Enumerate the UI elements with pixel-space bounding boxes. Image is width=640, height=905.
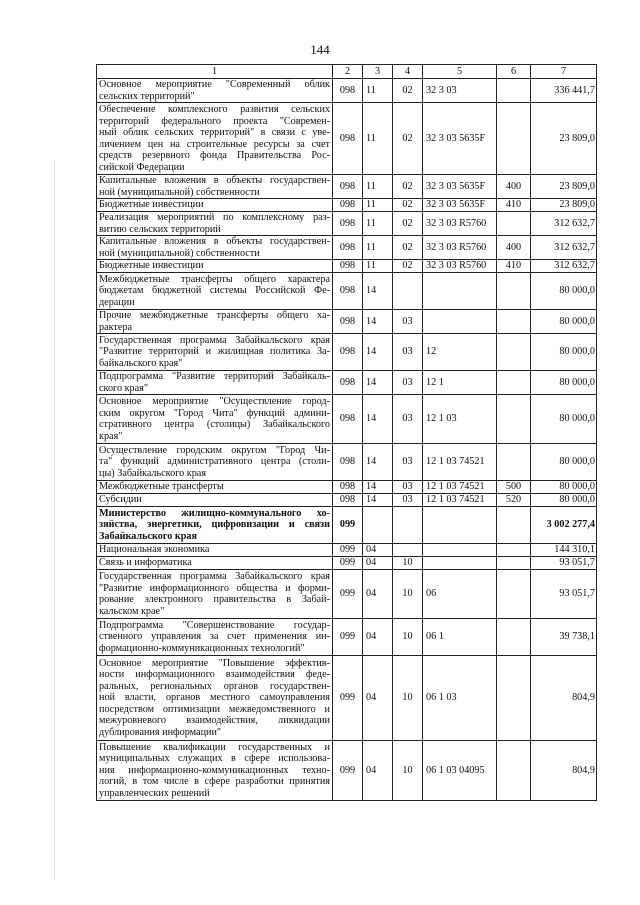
section-code-cell: 14 [363,444,393,481]
expense-type-cell [497,334,531,371]
table-row [97,544,597,557]
amount-cell: 804,9 [531,741,597,801]
row-name-line: Бюджетные инвестиции [99,199,204,211]
target-article-cell [423,507,497,544]
expense-type-cell [497,273,531,310]
amount-cell: 312 632,7 [531,212,597,236]
ministry-code-cell: 099 [333,741,363,801]
row-name-cell [97,619,333,656]
row-name-line: витию сельских территорий [99,223,221,235]
section-code-cell: 04 [363,570,393,619]
target-article-cell: 06 1 03 [423,656,497,741]
target-article-cell [423,310,497,334]
amount-cell: 312 632,7 [531,260,597,273]
expense-type-cell [497,557,531,570]
row-name-line: Национальная экономика [99,544,210,556]
row-name-line: рование электронного правительства в Забай- [99,594,330,605]
table-row [97,175,597,199]
table-row [97,212,597,236]
table-row [97,494,597,507]
expense-type-cell [497,212,531,236]
table-row [97,310,597,334]
column-header: 1 [97,65,333,79]
subsection-code-cell: 02 [393,212,423,236]
subsection-code-cell [393,544,423,557]
target-article-cell: 12 [423,334,497,371]
subsection-code-cell: 03 [393,334,423,371]
row-name-line: межуровневого взаимодействия, ликвидации [99,715,330,727]
row-name-cell [97,103,333,175]
row-name-cell [97,334,333,371]
subsection-code-cell: 03 [393,310,423,334]
expense-type-cell: 520 [497,494,531,507]
amount-cell: 804,9 [531,656,597,741]
section-code-cell: 04 [363,619,393,656]
row-name-cell [97,236,333,260]
section-code-cell: 14 [363,273,393,310]
ministry-code-cell: 098 [333,103,363,175]
row-name-line: логий, в том числе в сфере разработки принятия [99,776,330,788]
target-article-cell: 12 1 03 74521 [423,444,497,481]
target-article-cell: 12 1 03 74521 [423,494,497,507]
amount-cell: 80 000,0 [531,494,597,507]
row-name-cell [97,395,333,444]
target-article-cell: 32 3 03 R5760 [423,236,497,260]
row-name-line: Бюджетные инвестиции [99,260,204,272]
subsection-code-cell: 10 [393,570,423,619]
row-name-line: ной власти, органов местного самоуправления [99,692,330,704]
ministry-code-cell: 098 [333,444,363,481]
amount-cell: 80 000,0 [531,444,597,481]
ministry-code-cell: 098 [333,199,363,212]
row-name-cell [97,273,333,310]
expense-type-cell [497,371,531,395]
amount-cell: 80 000,0 [531,273,597,310]
section-code-cell: 11 [363,199,393,212]
expense-type-cell [497,619,531,656]
scan-margin-line [54,160,55,880]
row-name-line: Межбюджетные трансферты [99,481,224,493]
table-row [97,334,597,371]
row-name-line: ности информационного взаимодействия феде- [99,669,330,681]
expense-type-cell: 410 [497,199,531,212]
target-article-cell: 06 [423,570,497,619]
table-row [97,570,597,619]
row-name-line: управленческих решений [99,787,210,799]
table-row [97,656,597,741]
row-name-cell [97,557,333,570]
column-header: 3 [363,65,393,79]
amount-cell: 312 632,7 [531,236,597,260]
subsection-code-cell: 02 [393,260,423,273]
subsection-code-cell [393,273,423,310]
expense-type-cell [497,103,531,175]
expense-type-cell [497,544,531,557]
subsection-code-cell: 03 [393,444,423,481]
row-name-line: дерации [99,296,135,308]
row-name-line: ной (муниципальной) собственности [99,247,260,259]
row-name-line: "Развитие территорий и жилищная политика За- [99,346,330,358]
row-name-cell [97,212,333,236]
amount-cell: 80 000,0 [531,334,597,371]
ministry-code-cell: 099 [333,544,363,557]
target-article-cell: 12 1 03 74521 [423,481,497,494]
section-code-cell: 14 [363,334,393,371]
row-name-line: Реализация мероприятий по комплексному раз- [99,212,330,223]
row-name-line: Обеспечение комплексного развития сельских [99,104,330,115]
row-name-line: Основное мероприятие "Современный облик [99,79,330,90]
amount-cell: 80 000,0 [531,481,597,494]
table-row [97,557,597,570]
ministry-code-cell: 098 [333,212,363,236]
subsection-code-cell: 03 [393,395,423,444]
target-article-cell: 32 3 03 R5760 [423,260,497,273]
section-code-cell: 14 [363,371,393,395]
row-name-line: ральных, региональных органов государствен- [99,680,330,692]
ministry-code-cell: 098 [333,175,363,199]
row-name-line: Государственная программа Забайкальского края [99,571,330,582]
row-name-line: ния информационно-коммуникационных техно- [99,764,330,776]
expense-type-cell: 500 [497,481,531,494]
row-name-line: ственного управления за счет применения ин- [99,631,330,643]
table-row [97,371,597,395]
target-article-cell: 32 3 03 [423,79,497,103]
row-name-cell [97,310,333,334]
expense-type-cell [497,741,531,801]
target-article-cell: 06 1 03 04095 [423,741,497,801]
amount-cell: 23 809,0 [531,103,597,175]
row-name-line: Межбюджетные трансферты общего характера [99,273,330,285]
table-row [97,741,597,801]
subsection-code-cell [393,507,423,544]
amount-cell: 144 310,1 [531,544,597,557]
amount-cell: 23 809,0 [531,175,597,199]
target-article-cell: 06 1 [423,619,497,656]
expense-type-cell [497,507,531,544]
row-name-line: дублирования информации" [99,726,222,738]
row-name-line: Подпрограмма "Совершенствование государ- [99,619,330,631]
target-article-cell: 32 3 03 5635F [423,199,497,212]
ministry-code-cell: 098 [333,310,363,334]
row-name-line: рактера [99,321,133,333]
expense-type-cell [497,395,531,444]
row-name-line: Капитальные вложения в объекты государствен- [99,236,330,247]
table-row [97,199,597,212]
section-code-cell: 11 [363,79,393,103]
row-name-line: сийской Федерации [99,161,185,173]
row-name-line: посредством оптимизации межведомственного и [99,703,330,715]
row-name-line: Забайкальского края [99,530,198,542]
row-name-line: цы) Забайкальского края [99,467,207,479]
expense-type-cell [497,656,531,741]
section-code-cell: 11 [363,103,393,175]
section-code-cell: 04 [363,544,393,557]
row-name-line: "Развитие информационного общества и форми- [99,582,330,594]
page-number: 144 [310,42,330,57]
row-name-line: ной (муниципальной) собственности [99,186,260,198]
ministry-code-cell: 099 [333,619,363,656]
subsection-code-cell: 10 [393,741,423,801]
budget-table [96,64,597,801]
target-article-cell: 32 3 03 R5760 [423,212,497,236]
column-header: 2 [333,65,363,79]
table-row [97,481,597,494]
row-name-line: ского края" [99,382,149,394]
table-row [97,260,597,273]
row-name-cell [97,481,333,494]
row-name-cell [97,175,333,199]
table-row [97,236,597,260]
row-name-line: бюджетам бюджетной системы Российской Фе- [99,285,330,297]
subsection-code-cell: 03 [393,481,423,494]
section-code-cell: 11 [363,260,393,273]
row-name-line: та" функций административного центра (столи- [99,456,330,468]
row-name-line: Субсидии [99,494,142,506]
subsection-code-cell: 10 [393,557,423,570]
row-name-line: муниципальных служащих в сфере использова- [99,753,330,765]
expense-type-cell [497,570,531,619]
amount-cell: 3 002 277,4 [531,507,597,544]
amount-cell: 80 000,0 [531,395,597,444]
row-name-line: сельских территорий" [99,90,195,102]
section-code-cell: 14 [363,481,393,494]
ministry-code-cell: 098 [333,260,363,273]
column-header: 5 [423,65,497,79]
row-name-line: личением цен на строительные ресурсы за счет [99,138,330,150]
subsection-code-cell: 02 [393,199,423,212]
section-code-cell: 04 [363,741,393,801]
row-name-line: Капитальные вложения в объекты государствен- [99,175,330,186]
subsection-code-cell: 02 [393,236,423,260]
section-code-cell: 14 [363,395,393,444]
table-row [97,79,597,103]
row-name-cell [97,260,333,273]
target-article-cell: 32 3 03 5635F [423,175,497,199]
row-name-cell [97,444,333,481]
section-code-cell: 14 [363,310,393,334]
row-name-cell [97,494,333,507]
amount-cell: 80 000,0 [531,371,597,395]
row-name-line: Повышение квалификации государственных и [99,741,330,753]
row-name-line: Прочие межбюджетные трансферты общего ха- [99,310,330,321]
row-name-cell [97,199,333,212]
row-name-cell [97,741,333,801]
subsection-code-cell: 02 [393,103,423,175]
table-row [97,507,597,544]
ministry-code-cell: 098 [333,494,363,507]
target-article-cell: 12 1 [423,371,497,395]
row-name-line: Подпрограмма "Развитие территорий Забайкаль- [99,371,330,382]
amount-cell: 23 809,0 [531,199,597,212]
ministry-code-cell: 098 [333,395,363,444]
ministry-code-cell: 098 [333,481,363,494]
amount-cell: 80 000,0 [531,310,597,334]
subsection-code-cell: 10 [393,656,423,741]
row-name-line: Министерство жилищно-коммунального хо- [99,507,330,519]
row-name-line: стративного центра (столицы) Забайкальского [99,419,330,430]
column-header: 6 [497,65,531,79]
ministry-code-cell: 098 [333,273,363,310]
row-name-line: Основное мероприятие "Повышение эффектив- [99,657,330,669]
table-row [97,273,597,310]
row-name-cell [97,544,333,557]
table-row [97,395,597,444]
expense-type-cell: 400 [497,175,531,199]
row-name-line: Связь и информатика [99,557,192,569]
row-name-line: средств резервного фонда Правительства Рос- [99,150,330,161]
column-header: 4 [393,65,423,79]
row-name-line: кальском крае" [99,605,165,617]
ministry-code-cell: 098 [333,236,363,260]
row-name-line: края" [99,430,123,442]
section-code-cell: 11 [363,175,393,199]
section-code-cell: 04 [363,557,393,570]
expense-type-cell [497,79,531,103]
subsection-code-cell: 02 [393,79,423,103]
row-name-line: Осуществление городским округом "Город Чи- [99,444,330,456]
target-article-cell: 32 3 03 5635F [423,103,497,175]
table-row [97,619,597,656]
amount-cell: 39 738,1 [531,619,597,656]
row-name-line: формационно-коммуникационных технологий" [99,642,305,654]
column-header: 7 [531,65,597,79]
section-code-cell: 04 [363,656,393,741]
ministry-code-cell: 099 [333,656,363,741]
row-name-line: ный облик сельских территорий" в связи с уве- [99,127,330,138]
row-name-line: ским округом "Город Чита" функций админи- [99,407,330,419]
amount-cell: 336 441,7 [531,79,597,103]
amount-cell: 93 051,7 [531,570,597,619]
expense-type-cell [497,444,531,481]
subsection-code-cell: 02 [393,175,423,199]
expense-type-cell: 400 [497,236,531,260]
row-name-line: территорий федерального проекта "Современ- [99,115,330,127]
subsection-code-cell: 10 [393,619,423,656]
section-code-cell: 11 [363,236,393,260]
ministry-code-cell: 098 [333,371,363,395]
row-name-cell [97,79,333,103]
row-name-cell [97,656,333,741]
row-name-line: байкальского края" [99,357,183,369]
section-code-cell: 11 [363,212,393,236]
table-body [97,79,597,801]
ministry-code-cell: 099 [333,557,363,570]
row-name-cell [97,507,333,544]
row-name-line: зяйства, энергетики, цифровизации и связи [99,519,330,531]
section-code-cell [363,507,393,544]
table-row [97,103,597,175]
target-article-cell [423,273,497,310]
ministry-code-cell: 099 [333,570,363,619]
subsection-code-cell: 03 [393,371,423,395]
target-article-cell [423,544,497,557]
target-article-cell [423,557,497,570]
table-header-row [97,65,597,79]
table-row [97,444,597,481]
amount-cell: 93 051,7 [531,557,597,570]
target-article-cell: 12 1 03 [423,395,497,444]
ministry-code-cell: 098 [333,79,363,103]
row-name-line: Основное мероприятие "Осуществление город- [99,396,330,407]
row-name-cell [97,371,333,395]
subsection-code-cell: 03 [393,494,423,507]
expense-type-cell: 410 [497,260,531,273]
row-name-line: Государственная программа Забайкальского края [99,334,330,346]
row-name-cell [97,570,333,619]
ministry-code-cell: 099 [333,507,363,544]
expense-type-cell [497,310,531,334]
ministry-code-cell: 098 [333,334,363,371]
section-code-cell: 14 [363,494,393,507]
